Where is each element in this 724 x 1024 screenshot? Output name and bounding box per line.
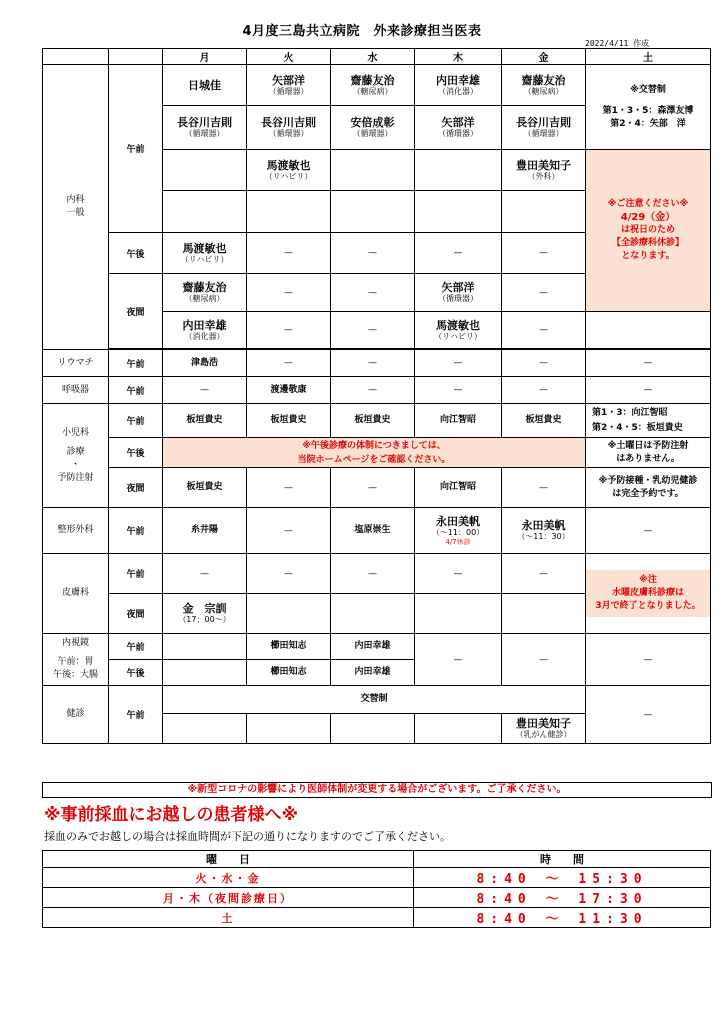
doctor-cell: 齋藤友治 （糖尿病） [502, 65, 586, 106]
blood-intro: 採血のみでお越しの場合は採血時間が下記の通りになりますのでご了承ください。 [44, 830, 451, 843]
peds-night-row: 夜間 板垣貴史 — — 向江智昭 — ※予防接種・乳幼児健診 は完全予約です。 [43, 468, 711, 508]
doctor-cell: 糸井陽 [163, 508, 247, 554]
dept-rheuma: リウマチ [43, 350, 109, 377]
derm-night-row: 夜間 金 宗訓 （17：00～） [43, 594, 711, 634]
day-header: 金 [502, 49, 586, 65]
doctor-cell: 永田美帆 （～11：00） 4/7休診 [415, 508, 502, 554]
holiday-notice: ※ご注意ください※ 4/29（金） は祝日のため 【全診療科休診】 となります。 [586, 150, 711, 312]
sat-internal-am: ※交替制 第1・3・5：森澤友博 第2・4：矢部 洋 [586, 65, 711, 150]
time-slot: 午前 [109, 65, 163, 233]
checkup-row-1: 健診 午前 交替制 — [43, 686, 711, 714]
doctor-cell: 板垣貴史 [331, 404, 415, 438]
checkup-rotation: 交替制 [163, 686, 586, 714]
doctor-cell: 内田幸雄 （消化器） [163, 312, 247, 349]
rheuma-row: リウマチ 午前 津島浩 — — — — — [43, 350, 711, 377]
day-header: 土 [586, 49, 711, 65]
doctor-cell: 矢部洋 （循環器） [415, 106, 502, 150]
dept-derm: 皮膚科 [43, 554, 109, 634]
dept-peds: 小児科 診療 ・ 予防注射 [43, 404, 109, 508]
doctor-cell: 矢部洋 （循環器） [247, 65, 331, 106]
resp-row: 呼吸器 午前 — 渡邊敬康 — — — — [43, 377, 711, 404]
day-header: 火 [247, 49, 331, 65]
doctor-cell: 塩原崇生 [331, 508, 415, 554]
doctor-cell: 板垣貴史 [247, 404, 331, 438]
internal-night-row-2: 内田幸雄 （消化器） — — 馬渡敏也 （リハビリ） — [43, 312, 711, 349]
doctor-cell: 板垣貴史 [163, 468, 247, 508]
peds-pm-notice: ※午後診療の体制につきましては、 当院ホームページをご確認ください。 [163, 438, 586, 468]
doctor-cell: 向江智昭 [415, 404, 502, 438]
internal-night-row-1: 夜間 齋藤友治 （糖尿病） — — 矢部洋 （循環器） — [43, 274, 711, 312]
doctor-cell: 長谷川吉則 （循環器） [247, 106, 331, 150]
doctor-cell: 内田幸雄 [331, 634, 415, 660]
endo-am-row: 内視鏡 午前：胃 午後：大腸 午前 櫛田知志 内田幸雄 — — — [43, 634, 711, 660]
schedule-table [42, 48, 711, 744]
doctor-cell: 日城佳 [163, 65, 247, 106]
doctor-cell: 内田幸雄 （消化器） [415, 65, 502, 106]
doctor-cell: 馬渡敏也 （リハビリ） [163, 233, 247, 274]
peds-pm-row: 午後 ※午後診療の体制につきましては、 当院ホームページをご確認ください。 ※土曜日は予防注射 はありません。 [43, 438, 711, 468]
doctor-cell: 長谷川吉則 （循環器） [502, 106, 586, 150]
day-header: 木 [415, 49, 502, 65]
column-header: 時 間 [414, 851, 711, 868]
doctor-cell: 向江智昭 [415, 468, 502, 508]
doctor-cell: 櫛田知志 [247, 634, 331, 660]
ortho-row: 整形外科 午前 糸井陽 — 塩原崇生 永田美帆 （～11：00） 4/7休診 永田美帆 （～11：30） — [43, 508, 711, 554]
day-header: 水 [331, 49, 415, 65]
endo-pm-row: 午後 櫛田知志 内田幸雄 [43, 660, 711, 686]
doctor-cell: 櫛田知志 [247, 660, 331, 686]
dept-resp: 呼吸器 [43, 377, 109, 404]
page-title: 4月度三島共立病院 外来診療担当医表 [242, 24, 482, 39]
peds-sat-schedule: 第1・3：向江智昭 第2・4・5：板垣貴史 [586, 404, 711, 438]
blood-heading: ※事前採血にお越しの患者様へ※ [44, 805, 299, 825]
doctor-cell: 渡邊敬康 [247, 377, 331, 404]
doctor-cell: 矢部洋 （循環器） [415, 274, 502, 312]
doctor-cell: 安倍成彰 （循環器） [331, 106, 415, 150]
day-header: 月 [163, 49, 247, 65]
blood-header-row [43, 851, 711, 868]
derm-am-row: 皮膚科 午前 — — — — — ※注 水曜皮膚科診療は 3月で終了となりました。 [43, 554, 711, 594]
doctor-cell: 金 宗訓 （17：00～） [163, 594, 247, 634]
doctor-cell: 馬渡敏也 （リハビリ） [415, 312, 502, 349]
doctor-cell: 豊田美知子 （乳がん健診） [502, 714, 586, 744]
dept-checkup: 健診 [43, 686, 109, 744]
peds-sat-note: ※土曜日は予防注射 はありません。 [586, 438, 711, 468]
doctor-cell: 内田幸雄 [331, 660, 415, 686]
doctor-cell: 齋藤友治 （糖尿病） [331, 65, 415, 106]
doctor-cell: 永田美帆 （～11：30） [502, 508, 586, 554]
table-row: 火・水・金 8:40 ～ 15:30 [43, 868, 711, 888]
corona-notice: ※新型コロナの影響により医師体制が変更する場合がございます。ご了承ください。 [42, 782, 712, 798]
derm-note: ※注 水曜皮膚科診療は 3月で終了となりました。 [586, 554, 711, 634]
created-date: 2022/4/11 作成 [585, 39, 650, 48]
internal-pm-row: 午後 馬渡敏也 （リハビリ） — — — — [43, 233, 711, 274]
doctor-cell: 齋藤友治 （糖尿病） [163, 274, 247, 312]
time-slot: 夜間 [109, 274, 163, 349]
table-row: 土 8:40 ～ 11:30 [43, 908, 711, 928]
blood-table [42, 850, 711, 928]
doctor-cell: 豊田美知子 （外科） [502, 150, 586, 191]
doctor-cell: 馬渡敏也 （リハビリ） [247, 150, 331, 191]
dept-endo: 内視鏡 午前：胃 午後：大腸 [43, 634, 109, 686]
doctor-cell: 板垣貴史 [163, 404, 247, 438]
internal-am-row-1 [43, 65, 711, 106]
dept-internal: 内科 一般 [43, 65, 109, 350]
doctor-cell: 津島浩 [163, 350, 247, 377]
column-header: 曜 日 [43, 851, 414, 868]
peds-reservation-note: ※予防接種・乳幼児健診 は完全予約です。 [586, 468, 711, 508]
dept-ortho: 整形外科 [43, 508, 109, 554]
header-row [43, 49, 711, 65]
time-slot: 午後 [109, 233, 163, 274]
peds-am-row: 小児科 診療 ・ 予防注射 午前 板垣貴史 板垣貴史 板垣貴史 向江智昭 板垣貴史 第1・3：向江智昭 第2・4・5：板垣貴史 [43, 404, 711, 438]
doctor-cell: 板垣貴史 [502, 404, 586, 438]
doctor-cell: 長谷川吉則 （循環器） [163, 106, 247, 150]
table-row: 月・木（夜間診療日） 8:40 ～ 17:30 [43, 888, 711, 908]
